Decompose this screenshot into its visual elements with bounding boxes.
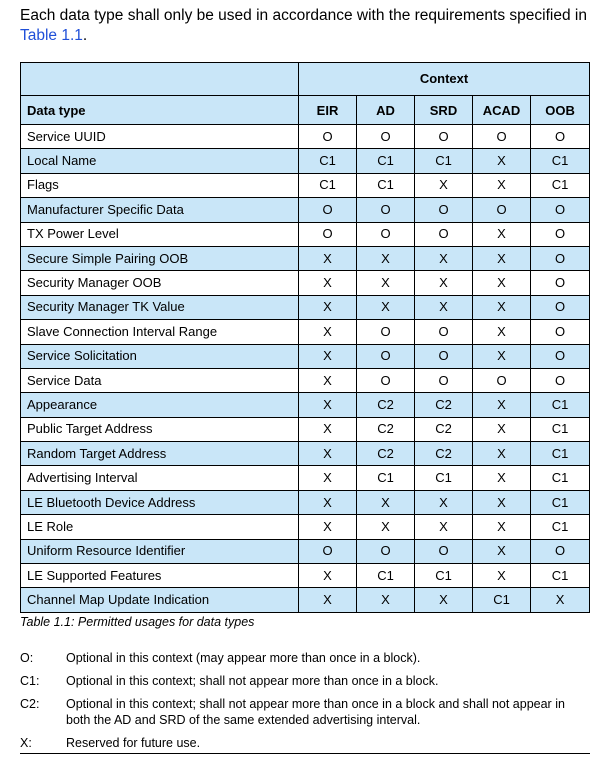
usage-cell: O — [473, 125, 531, 149]
legend-key: X: — [20, 736, 32, 750]
usage-cell: X — [473, 442, 531, 466]
table-row — [21, 417, 590, 441]
intro-suffix: . — [82, 27, 88, 44]
legend-item — [20, 735, 590, 751]
usage-cell: O — [357, 344, 415, 368]
legend-key: C1: — [20, 674, 40, 688]
usage-cell: O — [415, 344, 473, 368]
usage-cell: C1 — [531, 149, 590, 173]
usage-cell: X — [357, 515, 415, 539]
usage-cell: X — [473, 246, 531, 270]
usage-cell: O — [415, 222, 473, 246]
usage-cell: O — [299, 125, 357, 149]
usage-cell: C1 — [357, 149, 415, 173]
usage-cell: X — [473, 173, 531, 197]
usage-cell: X — [473, 222, 531, 246]
data-type-cell: LE Bluetooth Device Address — [21, 490, 299, 514]
usage-cell: O — [299, 539, 357, 563]
usage-cell: X — [415, 246, 473, 270]
usage-cell: O — [357, 368, 415, 392]
data-type-cell: Uniform Resource Identifier — [21, 539, 299, 563]
usage-cell: X — [299, 246, 357, 270]
usage-cell: O — [357, 539, 415, 563]
usage-cell: X — [415, 588, 473, 612]
usage-cell: X — [473, 539, 531, 563]
data-type-cell: TX Power Level — [21, 222, 299, 246]
permitted-usages-table — [20, 62, 590, 613]
table-row — [21, 149, 590, 173]
legend-description: Optional in this context (may appear more than once in a block). — [66, 651, 421, 665]
usage-cell: X — [473, 149, 531, 173]
data-type-cell: Secure Simple Pairing OOB — [21, 246, 299, 270]
usage-cell: O — [531, 344, 590, 368]
usage-cell: C1 — [531, 515, 590, 539]
usage-cell: C1 — [415, 564, 473, 588]
usage-cell: X — [473, 515, 531, 539]
table-row — [21, 393, 590, 417]
usage-cell: X — [299, 588, 357, 612]
data-type-cell: Security Manager OOB — [21, 271, 299, 295]
data-type-cell: Random Target Address — [21, 442, 299, 466]
usage-cell: O — [415, 198, 473, 222]
column-header-eir: EIR — [299, 96, 357, 125]
usage-cell: C1 — [473, 588, 531, 612]
usage-cell: X — [473, 393, 531, 417]
intro-prefix: Each data type shall only be used in accordance with the requirements specified in — [20, 7, 587, 24]
table-row — [21, 344, 590, 368]
usage-cell: O — [357, 125, 415, 149]
data-type-cell: Service Solicitation — [21, 344, 299, 368]
data-type-cell: Service UUID — [21, 125, 299, 149]
usage-cell: C1 — [415, 466, 473, 490]
usage-cell: X — [357, 246, 415, 270]
usage-cell: X — [415, 515, 473, 539]
data-type-cell: Public Target Address — [21, 417, 299, 441]
usage-cell: X — [473, 490, 531, 514]
table-row — [21, 222, 590, 246]
usage-cell: C2 — [415, 393, 473, 417]
usage-cell: O — [531, 246, 590, 270]
table-body — [21, 125, 590, 613]
usage-cell: C2 — [415, 442, 473, 466]
legend-description: Reserved for future use. — [66, 736, 201, 750]
table-row — [21, 539, 590, 563]
legend-item — [20, 696, 590, 728]
data-type-cell: Advertising Interval — [21, 466, 299, 490]
usage-cell: X — [299, 564, 357, 588]
usage-cell: X — [473, 466, 531, 490]
usage-cell: C1 — [531, 417, 590, 441]
usage-cell: X — [299, 271, 357, 295]
column-header-srd: SRD — [415, 96, 473, 125]
usage-cell: X — [299, 515, 357, 539]
usage-cell: C1 — [531, 393, 590, 417]
column-header-row — [21, 96, 590, 125]
usage-cell: X — [299, 320, 357, 344]
usage-cell: O — [531, 222, 590, 246]
usage-cell: X — [299, 490, 357, 514]
table-row — [21, 490, 590, 514]
table-reference-link[interactable]: Table 1.1 — [20, 27, 83, 44]
usage-cell: O — [531, 368, 590, 392]
usage-cell: O — [531, 295, 590, 319]
table-row — [21, 442, 590, 466]
usage-cell: X — [473, 295, 531, 319]
data-type-cell: LE Supported Features — [21, 564, 299, 588]
usage-cell: X — [299, 393, 357, 417]
usage-cell: C2 — [415, 417, 473, 441]
header-blank-cell — [21, 63, 299, 96]
usage-cell: X — [299, 442, 357, 466]
usage-cell: O — [531, 539, 590, 563]
usage-cell: O — [415, 320, 473, 344]
usage-cell: X — [299, 417, 357, 441]
usage-cell: O — [357, 222, 415, 246]
usage-cell: X — [473, 344, 531, 368]
usage-cell: C2 — [357, 442, 415, 466]
usage-cell: O — [531, 271, 590, 295]
column-header-data-type: Data type — [21, 96, 299, 125]
usage-cell: O — [473, 198, 531, 222]
usage-cell: X — [299, 295, 357, 319]
usage-cell: O — [415, 368, 473, 392]
table-row — [21, 466, 590, 490]
data-type-cell: Slave Connection Interval Range — [21, 320, 299, 344]
usage-cell: O — [299, 222, 357, 246]
usage-cell: X — [473, 417, 531, 441]
usage-cell: X — [357, 271, 415, 295]
usage-cell: X — [415, 173, 473, 197]
legend-item — [20, 673, 590, 689]
usage-cell: C2 — [357, 393, 415, 417]
data-type-cell: Manufacturer Specific Data — [21, 198, 299, 222]
usage-cell: O — [531, 198, 590, 222]
table-row — [21, 173, 590, 197]
table-row — [21, 564, 590, 588]
legend-key: O: — [20, 651, 34, 665]
legend — [20, 650, 590, 758]
usage-cell: X — [415, 490, 473, 514]
data-type-cell: Local Name — [21, 149, 299, 173]
table-row — [21, 198, 590, 222]
table-row — [21, 588, 590, 612]
usage-cell: O — [415, 539, 473, 563]
usage-cell: C1 — [357, 466, 415, 490]
usage-cell: X — [299, 466, 357, 490]
usage-cell: O — [415, 125, 473, 149]
usage-cell: C1 — [531, 466, 590, 490]
usage-cell: C1 — [531, 564, 590, 588]
context-header-row — [21, 63, 590, 96]
table-row — [21, 295, 590, 319]
data-type-cell: Service Data — [21, 368, 299, 392]
usage-cell: C1 — [531, 490, 590, 514]
data-type-cell: LE Role — [21, 515, 299, 539]
data-type-cell: Security Manager TK Value — [21, 295, 299, 319]
usage-cell: X — [357, 295, 415, 319]
usage-cell: X — [531, 588, 590, 612]
legend-key: C2: — [20, 697, 40, 711]
column-header-acad: ACAD — [473, 96, 531, 125]
usage-cell: X — [299, 368, 357, 392]
legend-description: Optional in this context; shall not appear more than once in a block. — [66, 674, 439, 688]
usage-cell: O — [473, 368, 531, 392]
intro-paragraph — [20, 6, 600, 46]
data-type-cell: Appearance — [21, 393, 299, 417]
usage-cell: X — [299, 344, 357, 368]
usage-cell: X — [415, 295, 473, 319]
usage-cell: C1 — [357, 173, 415, 197]
usage-cell: O — [357, 198, 415, 222]
column-header-oob: OOB — [531, 96, 590, 125]
usage-cell: O — [357, 320, 415, 344]
usage-cell: C1 — [299, 173, 357, 197]
table-row — [21, 515, 590, 539]
usage-cell: X — [357, 490, 415, 514]
usage-cell: X — [473, 564, 531, 588]
usage-cell: O — [299, 198, 357, 222]
table-row — [21, 368, 590, 392]
usage-cell: X — [473, 320, 531, 344]
table-row — [21, 246, 590, 270]
table-row — [21, 320, 590, 344]
usage-cell: C2 — [357, 417, 415, 441]
usage-cell: X — [473, 271, 531, 295]
usage-cell: C1 — [531, 173, 590, 197]
table-row — [21, 125, 590, 149]
table-row — [21, 271, 590, 295]
usage-cell: O — [531, 125, 590, 149]
usage-cell: C1 — [415, 149, 473, 173]
table-caption: Table 1.1: Permitted usages for data types — [20, 615, 255, 629]
usage-cell: X — [415, 271, 473, 295]
usage-cell: C1 — [299, 149, 357, 173]
context-header: Context — [299, 63, 590, 96]
data-type-cell: Channel Map Update Indication — [21, 588, 299, 612]
column-header-ad: AD — [357, 96, 415, 125]
usage-cell: O — [531, 320, 590, 344]
usage-cell: X — [357, 588, 415, 612]
legend-item — [20, 650, 590, 666]
legend-description: Optional in this context; shall not appear more than once in a block and shall not appear in both the AD and SRD of the same extended advertising interval. — [66, 697, 565, 727]
data-type-cell: Flags — [21, 173, 299, 197]
usage-cell: C1 — [531, 442, 590, 466]
bottom-divider — [20, 753, 590, 754]
usage-cell: C1 — [357, 564, 415, 588]
